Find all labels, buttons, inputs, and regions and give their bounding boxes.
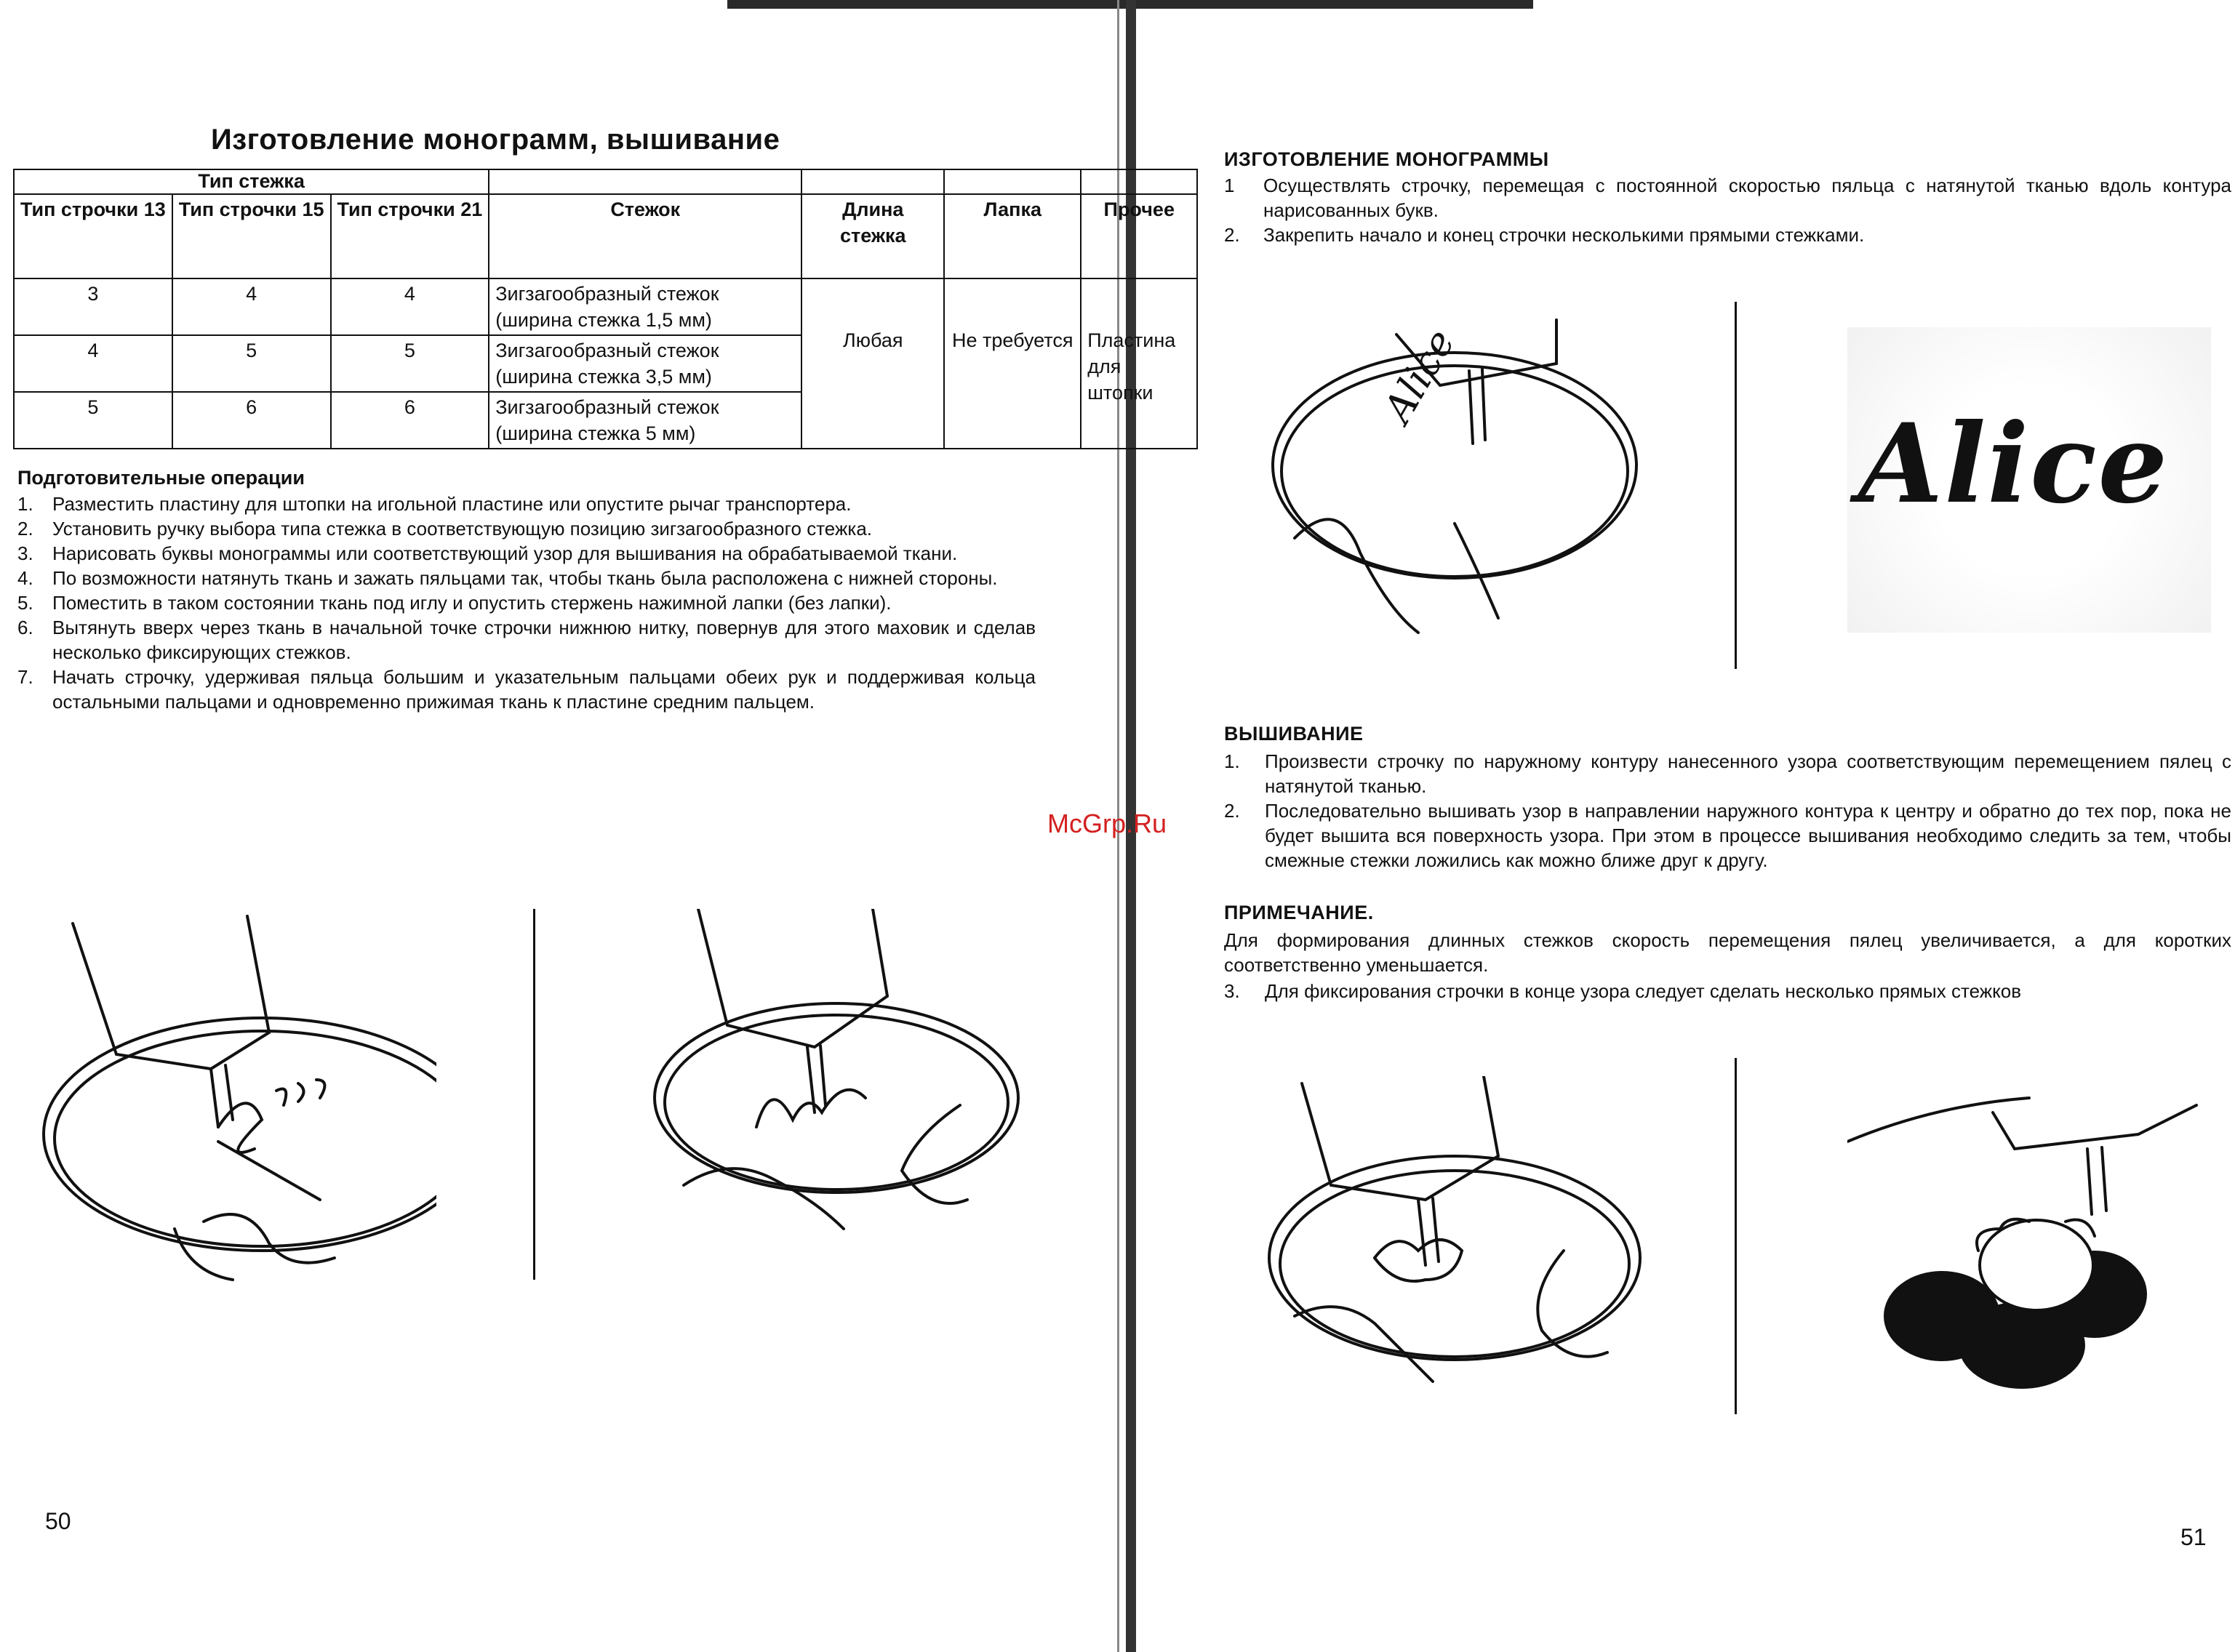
watermark: McGrp.Ru	[1047, 809, 1167, 838]
step-number: 3.	[17, 542, 33, 564]
list-item	[1224, 749, 2231, 798]
monogram-steps-list	[1224, 173, 2231, 247]
blank-header-cell	[1081, 169, 1197, 194]
list-item	[1224, 222, 2231, 247]
length-header: Длина стежка	[801, 194, 944, 278]
table-cell: 4	[331, 278, 489, 335]
blank-header-cell	[944, 169, 1081, 194]
embroidery-hoop-illustration	[1251, 1076, 1658, 1418]
step-text: Последовательно вышивать узор в направлении наружного контура к центру и обратно до тех пор, пока не будет вышита вся поверхность узора. При этом в процессе вышивания необходимо следить за тем, чтобы смежные стежки ложились как можно ближе друг к другу.	[1265, 800, 2231, 871]
table-cell: 6	[172, 392, 331, 449]
step-number: 3.	[1224, 980, 1240, 1002]
step-number: 7.	[17, 666, 33, 688]
blank-header-cell	[801, 169, 944, 194]
stitch-header: Стежок	[489, 194, 801, 278]
step-text: Осуществлять строчку, перемещая с постоянной скоростью пяльца с натянутой тканью вдоль контура нарисованных букв.	[1263, 175, 2231, 221]
step-number: 1.	[17, 493, 33, 515]
hoop-start-illustration	[29, 909, 436, 1287]
table-cell: 4	[14, 335, 172, 392]
group-header: Тип стежка	[14, 169, 489, 194]
step-number: 5.	[17, 592, 33, 614]
step-text: Разместить пластину для штопки на игольной пластине или опустите рычаг транспортера.	[52, 493, 852, 515]
illustration-divider	[533, 909, 535, 1280]
list-item	[17, 590, 1036, 615]
embroidery-heading: ВЫШИВАНИЕ	[1224, 723, 1364, 745]
other-value: Пластина для штопки	[1081, 278, 1197, 449]
step-text: Поместить в таком состоянии ткань под иглу и опустить стержень нажимной лапки (без лапки).	[52, 592, 892, 614]
step-text: Начать строчку, удерживая пяльца большим и указательным пальцами обеих рук и поддерживая кольца остальными пальцами и одновременно прижимая ткань к пластине средним пальцем.	[52, 666, 1036, 713]
note-text: Для формирования длинных стежков скорость перемещения пялец увеличивается, а для коротких соответственно уменьшается.	[1224, 929, 2231, 976]
type-header-21: Тип строчки 21	[331, 194, 489, 278]
note-heading: ПРИМЕЧАНИЕ.	[1224, 902, 1374, 923]
type-header-15: Тип строчки 15	[172, 194, 331, 278]
stitch-description: Зигзагообразный стежок (ширина стежка 3,5 мм)	[489, 335, 801, 392]
list-item	[1224, 979, 2231, 1003]
list-item	[17, 492, 1036, 516]
table-cell: 5	[14, 392, 172, 449]
hoop-stitching-illustration	[625, 909, 1033, 1251]
foot-value: Не требуется	[944, 278, 1081, 449]
table-cell: 3	[14, 278, 172, 335]
length-value: Любая	[801, 278, 944, 449]
stitch-table	[13, 169, 1198, 449]
list-item	[1224, 173, 2231, 222]
page-number-left: 50	[45, 1508, 71, 1534]
embroidery-steps-list	[1224, 749, 2231, 873]
step-text: Нарисовать буквы монограммы или соответствующий узор для вышивания на обрабатываемой ткани.	[52, 542, 958, 564]
illustration-divider	[1735, 302, 1737, 669]
list-item	[17, 566, 1036, 590]
note-steps-list	[1224, 979, 2231, 1003]
table-cell: 4	[172, 278, 331, 335]
step-number: 1	[1224, 175, 1235, 196]
alice-hoop-text: Alice	[1375, 321, 1464, 430]
table-cell: 5	[331, 335, 489, 392]
list-item	[17, 541, 1036, 566]
prep-steps-list	[17, 492, 1036, 714]
step-number: 6.	[17, 617, 33, 638]
stitch-description: Зигзагообразный стежок (ширина стежка 1,5 мм)	[489, 278, 801, 335]
step-number: 2.	[17, 518, 33, 540]
alice-sample-text: Alice	[1858, 400, 2170, 528]
step-number: 2.	[1224, 224, 1240, 246]
other-header: Прочее	[1081, 194, 1197, 278]
step-text: Закрепить начало и конец строчки несколькими прямыми стежками.	[1263, 224, 1865, 246]
step-text: По возможности натянуть ткань и зажать пяльцами так, чтобы ткань была расположена с нижней стороны.	[52, 567, 998, 589]
table-cell: 5	[172, 335, 331, 392]
blank-header-cell	[489, 169, 801, 194]
step-number: 4.	[17, 567, 33, 589]
step-text: Произвести строчку по наружному контуру нанесенного узора соответствующим перемещением пялец с натянутой тканью.	[1265, 750, 2231, 797]
prep-heading: Подготовительные операции	[17, 467, 305, 489]
stitch-description: Зигзагообразный стежок (ширина стежка 5 мм)	[489, 392, 801, 449]
list-item	[17, 615, 1036, 665]
step-text: Для фиксирования строчки в конце узора следует сделать несколько прямых стежков	[1265, 980, 2022, 1002]
list-item	[17, 516, 1036, 541]
step-number: 2.	[1224, 800, 1240, 822]
type-header-13: Тип строчки 13	[14, 194, 172, 278]
monogram-heading: ИЗГОТОВЛЕНИЕ МОНОГРАММЫ	[1224, 148, 1549, 170]
illustration-divider	[1735, 1058, 1737, 1414]
table-cell: 6	[331, 392, 489, 449]
list-item	[1224, 798, 2231, 873]
foot-header: Лапка	[944, 194, 1081, 278]
page-title: Изготовление монограмм, вышивание	[211, 124, 780, 156]
step-text: Установить ручку выбора типа стежка в соответствующую позицию зигзагообразного стежка.	[52, 518, 873, 540]
step-text: Вытянуть вверх через ткань в начальной точке строчки нижнюю нитку, повернув для этого маховик и сделав несколько фиксирующих стежков.	[52, 617, 1036, 663]
flower-embroidery-illustration	[1847, 1091, 2226, 1396]
page-number-right: 51	[2180, 1524, 2207, 1550]
step-number: 1.	[1224, 750, 1240, 772]
list-item	[17, 665, 1036, 714]
